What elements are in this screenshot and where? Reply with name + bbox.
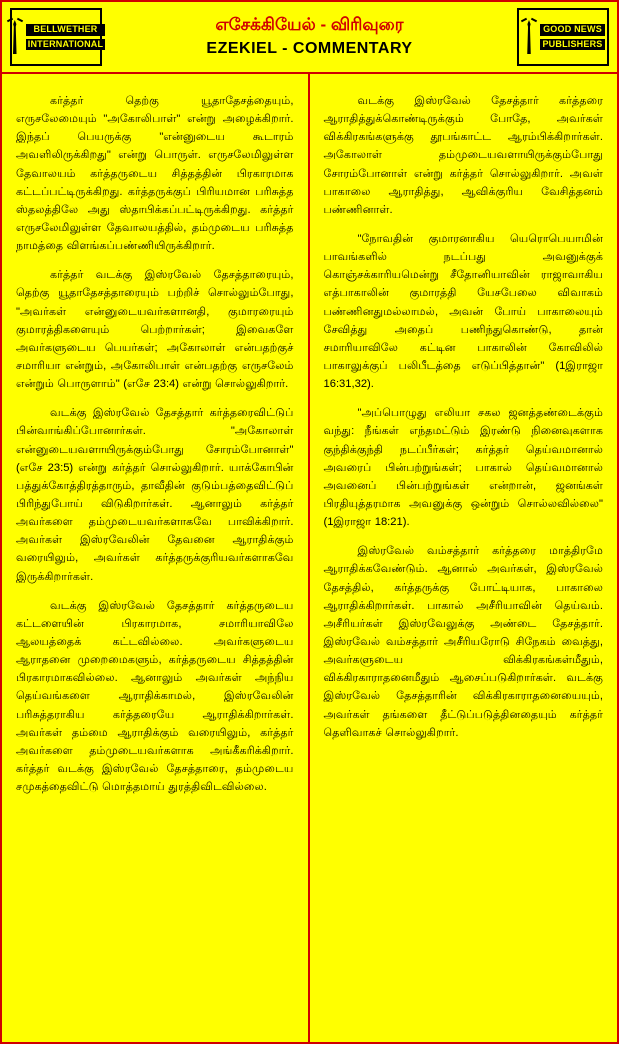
paragraph: வடக்கு இஸ்ரவேல் தேசத்தார் கர்த்தரை ஆராதித்துக்கொண்டிருக்கும் போதே, அவர்கள் விக்கிரகங்களுக்கு தூபங்காட்ட ஆரம்பிக்கிறார்கள். அகோலாள் தம்முடையவளாயிருக்கும்போது சோரம்போனாள் என்று கர்த்தர் சொல்லுகிறார். அவள் பாகாலை ஆராதித்து, ஆவிக்குரிய வேசித்தனம் பண்ணினாள். <box>323 95 603 216</box>
bellwether-logo-line1: BELLWETHER <box>26 24 105 36</box>
good-news-publishers-logo <box>517 8 609 66</box>
paragraph: வடக்கு இஸ்ரவேல் தேசத்தார் கர்த்தரைவிட்டுப் பின்வாங்கிப்போனார்கள். "அகோலாள் என்னுடையவளாயிருக்கும்போது சோரம்போனாள்" (எசே 23:5) என்று கர்த்தர் சொல்லுகிறார். யாக்கோபின் பத்துக்கோத்திரத்தாரும், தாவீதின் குடும்பத்தைவிட்டுப் பிரிந்துபோய் விடுகிறார்கள். ஆனாலும் கர்த்தர் அவர்களை தம்முடையவர்களாகவே பாவிக்கிறார். அவர்கள் இஸ்ரவேலின் தேவனை ஆராதிக்கும் வரையிலும், அவர்கள் கர்த்தருக்குரியவர்களாகவே இருக்கிறார்கள். <box>16 407 294 583</box>
page-title <box>102 2 517 72</box>
body-columns <box>2 74 617 1042</box>
paragraph: "அப்பொழுது எலியா சகல ஜனத்தண்டைக்கும் வந்து: நீங்கள் எந்தமட்டும் இரண்டு நினைவுகளாக குந்திக்குந்தி நடப்பீர்கள்; கர்த்தர் தெய்வமானால் அவரைப் பின்பற்றுங்கள்; பாகால் தெய்வமானால் அவனைப் பின்பற்றுங்கள் என்றான், ஜனங்கள் பிரதியுத்தரமாக அவனுக்கு ஒன்றும் சொல்லவில்லை" (1இராஜா 18:21). <box>323 407 603 529</box>
page-title-english: EZEKIEL - COMMENTARY <box>206 40 413 58</box>
paragraph: இஸ்ரவேல் வம்சத்தார் கர்த்தரை மாத்திரமே ஆராதிக்கவேண்டும். ஆனால் அவர்கள், இஸ்ரவேல் தேசத்தில், கர்த்தருக்கு போட்டியாக, பாகாலை ஆராதிக்கிறார்கள். பாகால் அசீரியாவின் தெய்வம். அசீரியர்கள் இஸ்ரவேலுக்கு அண்டை தேசத்தார். இஸ்ரவேல் வம்சத்தார் அசீரியரோடு சிநேகம் வைத்து, அவர்களுடைய விக்கிரகங்கள்மீதும், விக்கிரகாராதனைமீதும் ஆசைப்படுகிறார்கள். வடக்கு இஸ்ரவேல் தேசத்தாரின் விக்கிரகாராதனையையும், அவர்கள் தங்களை தீட்டுப்படுத்தினதையும் கர்த்தர் தெளிவாகச் சொல்லுகிறார். <box>323 545 603 739</box>
lighthouse-icon <box>7 14 23 60</box>
paragraph: கர்த்தர் தெற்கு யூதாதேசத்தையும், எருசலேமையும் "அகோலிபாள்" என்று அழைக்கிறார். இந்தப் பெயருக்கு "என்னுடைய கூடாரம் அவளிலிருக்கிறது" என்று பொருள். எருசலேமிலுள்ள தேவாலயம் கர்த்தருடைய சித்தத்தின் பிரகாரமாக கட்டப்பட்டிருக்கிறது. கர்த்தருக்குப் பிரியமான பரிசுத்த ஸ்தலத்திலே அது ஸ்தாபிக்கப்பட்டிருக்கிறது. கர்த்தர் எருசலேமிலுள்ள தேவாலயத்தில், தம்முடைய பரிசுத்த நாமத்தை விளங்கப்பண்ணியிருக்கிறார். <box>16 95 294 253</box>
right-column <box>310 74 618 1042</box>
goodnews-logo-line2: PUBLISHERS <box>540 39 605 51</box>
paragraph: வடக்கு இஸ்ரவேல் தேசத்தார் கர்த்தருடைய கட்டளையின் பிரகாரமாக, சமாரியாவிலே ஆலயத்தைக் கட்டவில்லை. அவர்களுடைய ஆராதனை முறைமைகளும், கர்த்தருடைய சித்தத்தின் பிரகாரமாகவில்லை. ஆனாலும் அவர்கள் அந்நிய தெய்வங்களை ஆராதிக்காமல், இஸ்ரவேலின் பரிசுத்தராகிய கர்த்தரையே ஆராதிக்கிறார்கள். அவர்கள் தம்மை ஆராதிக்கும் வரையிலும், கர்த்தர் அவர்களை தம்முடையவர்களாக அங்கீகரிக்கிறார். கர்த்தர் வடக்கு இஸ்ரவேல் தேசத்தாரை, தம்முடைய சமுகத்தைவிட்டு மொத்தமாய் துரத்திவிடவில்லை. <box>16 599 294 794</box>
page-header <box>2 2 617 74</box>
page-title-tamil: எசேக்கியேல் - விரிவுரை <box>215 14 404 34</box>
paragraph: கர்த்தர் வடக்கு இஸ்ரவேல் தேசத்தாரையும், தெற்கு யூதாதேசத்தாரையும் பற்றிச் சொல்லும்போது, "அவர்கள் என்னுடையவர்களானதி, குமாரரையும் குமாரத்திகளையும் பெற்றார்கள்; இவைகளே அவர்களுடைய பெயர்கள்; அகோலாள் என்பதற்குச் சமாரியா என்றும், அகோலிபாள் என்பதற்கு எருசலேம் என்றும் பொருளாம்" (எசே 23:4) என்று சொல்லுகிறார். <box>16 269 294 391</box>
paragraph: "நோவதின் குமாரனாகிய யெரொபெயாமின் பாவங்களில் நடப்பது அவனுக்குக் கொஞ்சக்காரியமென்று சீதோனியாவின் ராஜாவாகிய எத்பாகாலின் குமாரத்தி யேசபேலை விவாகம் பண்ணினதுமல்லாமல், அவன் போய் பாகாலையும் சேவித்து அதைப் பணிந்துகொண்டு, தான் சமாரியாவிலே கட்டின பாகாலின் கோவிலில் பாகாலுக்குப் பலிபீடத்தை எடுப்பித்தான்" (1இராஜா 16:31,32). <box>323 232 603 391</box>
bellwether-international-logo <box>10 8 102 66</box>
bellwether-logo-line2: INTERNATIONAL <box>27 38 104 49</box>
goodnews-logo-line1: GOOD NEWS <box>540 24 605 36</box>
left-column <box>2 74 310 1042</box>
lighthouse-icon <box>521 14 537 60</box>
